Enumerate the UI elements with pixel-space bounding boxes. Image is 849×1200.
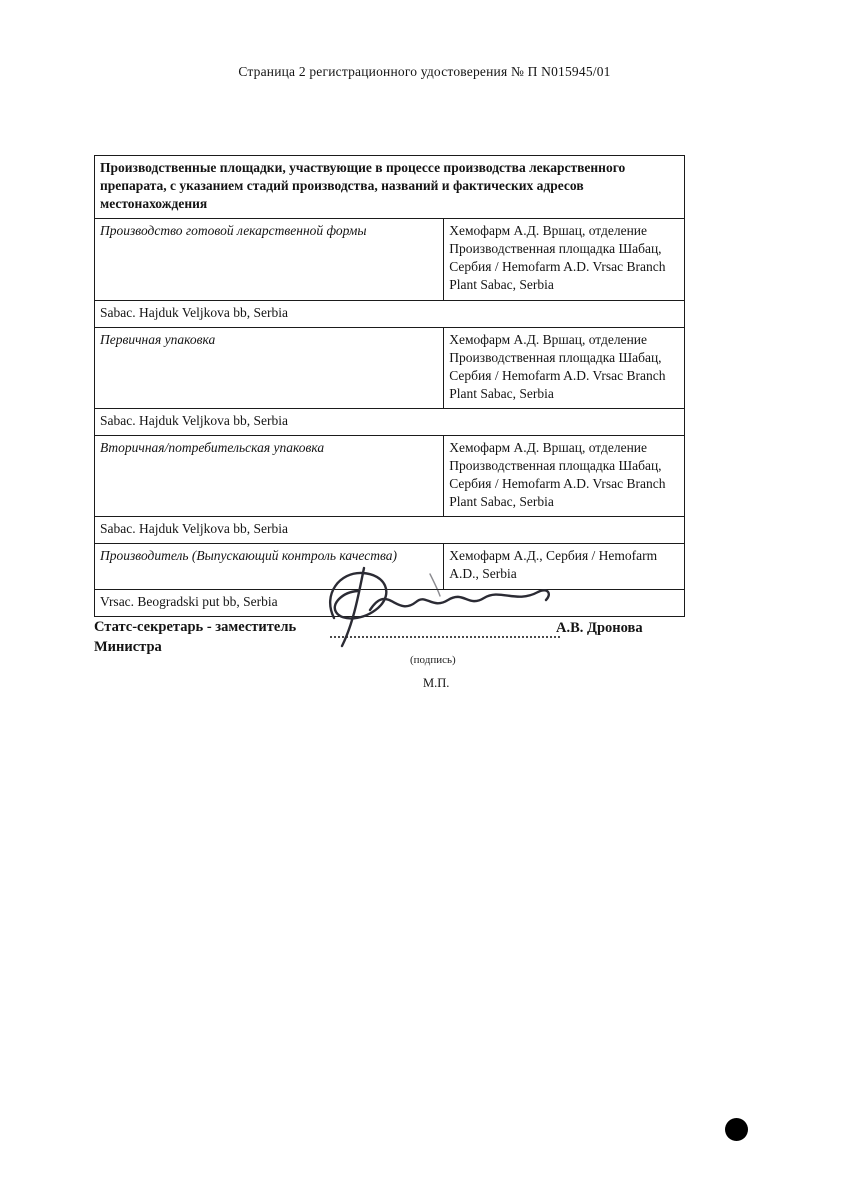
stamp-place-label: М.П.	[423, 676, 450, 690]
table-header-row	[95, 156, 685, 219]
address-value: Vrsac. Beogradski put bb, Serbia	[95, 589, 685, 616]
page-header-text: Страница 2 регистрационного удостоверения № П N015945/01	[238, 64, 611, 79]
stage-label: Вторичная/потребительская упаковка	[95, 436, 444, 517]
production-sites-table	[94, 155, 685, 617]
table-row	[95, 219, 685, 300]
table-row	[95, 327, 685, 408]
table-header: Производственные площадки, участвующие в процессе производства лекарственного препарата, с указанием стадий производства, названий и фактических адресов местонахождения	[95, 156, 685, 219]
signatory-title: Статс-секретарь - заместитель Министра	[94, 619, 297, 655]
address-value: Sabac. Hajduk Veljkova bb, Serbia	[95, 300, 685, 327]
manufacturer-value: Хемофарм А.Д. Вршац, отделение Производственная площадка Шабац, Сербия / Hemofarm A.D. Vrsac Branch Plant Sabac, Serbia	[444, 327, 685, 408]
table-row	[95, 517, 685, 544]
manufacturer-value: Хемофарм А.Д., Сербия / Hemofarm A.D., Serbia	[444, 544, 685, 589]
stage-label: Первичная упаковка	[95, 327, 444, 408]
hole-punch-dot-icon	[725, 1118, 748, 1141]
address-value: Sabac. Hajduk Veljkova bb, Serbia	[95, 408, 685, 435]
manufacturer-value: Хемофарм А.Д. Вршац, отделение Производственная площадка Шабац, Сербия / Hemofarm A.D. Vrsac Branch Plant Sabac, Serbia	[444, 219, 685, 300]
signature-scribble-icon	[312, 560, 572, 660]
signature-caption: (подпись)	[410, 654, 456, 666]
table-row	[95, 436, 685, 517]
manufacturer-value: Хемофарм А.Д. Вршац, отделение Производственная площадка Шабац, Сербия / Hemofarm A.D. Vrsac Branch Plant Sabac, Serbia	[444, 436, 685, 517]
table-row	[95, 408, 685, 435]
signatory-name: А.В. Дронова	[556, 620, 643, 636]
address-value: Sabac. Hajduk Veljkova bb, Serbia	[95, 517, 685, 544]
table-row	[95, 300, 685, 327]
stage-label: Производство готовой лекарственной формы	[95, 219, 444, 300]
stage-label: Производитель (Выпускающий контроль качества)	[95, 544, 444, 589]
